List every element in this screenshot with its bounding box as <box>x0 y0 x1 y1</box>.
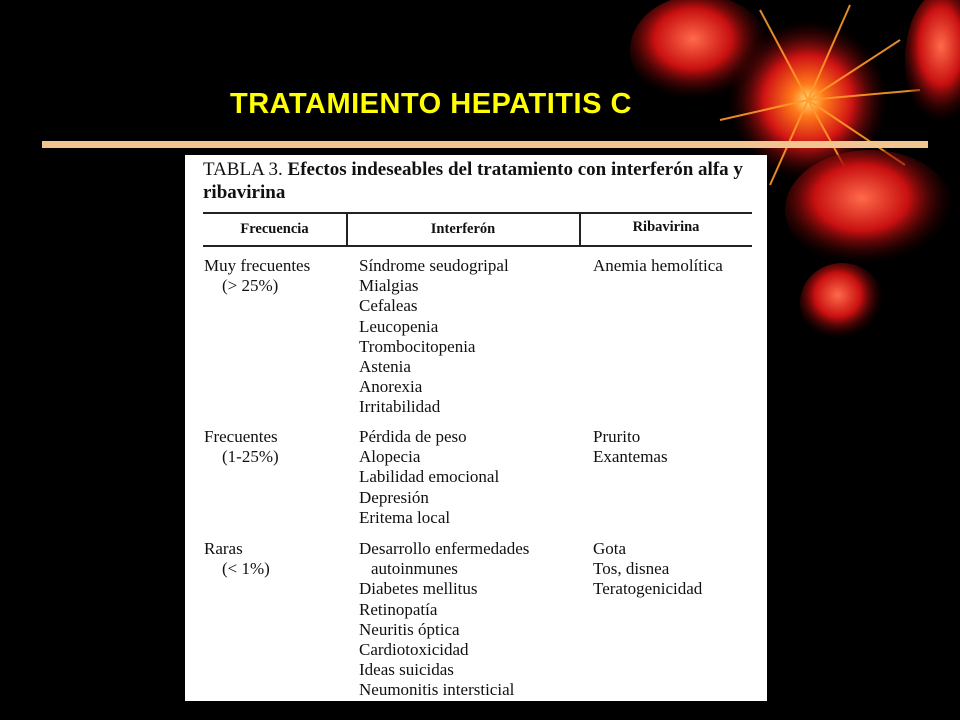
frequency-range: (1-25%) <box>222 447 279 466</box>
list-item: Trombocitopenia <box>359 336 476 356</box>
orb-mid-right <box>785 150 955 270</box>
list-item: Teratogenicidad <box>593 579 703 599</box>
frequency-name: Raras <box>204 539 243 558</box>
list-item: Leucopenia <box>359 316 439 336</box>
list-item: Labilidad emocional <box>359 467 500 487</box>
list-item: Astenia <box>359 357 411 377</box>
list-item: Anorexia <box>359 377 423 397</box>
ribavirina-effects <box>593 427 668 467</box>
list-item: Exantemas <box>593 447 668 467</box>
interferon-effects <box>359 539 529 701</box>
interferon-effects <box>359 427 499 528</box>
header-top-rule <box>203 212 752 214</box>
table-caption-tag: TABLA 3. <box>203 159 283 180</box>
frequency-range: (< 1%) <box>222 559 270 578</box>
header-bottom-rule <box>203 245 752 247</box>
column-header-interferon: Interferón <box>430 221 496 237</box>
frequency-label <box>204 256 310 296</box>
list-item: Irritabilidad <box>359 397 441 417</box>
list-item: Cardiotoxicidad <box>359 640 469 660</box>
list-item: Anemia hemolítica <box>593 256 723 275</box>
adverse-effects-table <box>185 155 767 701</box>
column-header-frecuencia: Frecuencia <box>240 221 309 237</box>
frequency-name: Frecuentes <box>204 427 278 446</box>
frequency-range: (> 25%) <box>222 276 279 295</box>
list-item: Eritema local <box>359 507 451 527</box>
list-item: Neumonitis intersticial <box>359 680 515 700</box>
title-underline <box>42 141 928 148</box>
list-item: Depresión <box>359 487 429 507</box>
list-item: Prurito <box>593 427 641 446</box>
ribavirina-effects <box>593 256 723 276</box>
list-item: Retinopatía <box>359 599 438 619</box>
list-item: Alopecia <box>359 447 421 467</box>
orb-lower-right <box>800 263 884 343</box>
list-item: Mialgias <box>359 276 419 296</box>
list-item: Gota <box>593 539 627 558</box>
table-caption-text: Efectos indeseables del tratamiento con interferón alfa y ribavirina <box>203 159 743 203</box>
list-item: Tos, disnea <box>593 559 670 579</box>
list-item: Ideas suicidas <box>359 660 454 680</box>
ribavirina-effects <box>593 539 702 600</box>
list-item: Desarrollo enfermedades <box>359 539 530 558</box>
orb-right-edge <box>905 0 960 130</box>
interferon-effects <box>359 256 509 418</box>
frequency-name: Muy frecuentes <box>204 256 311 275</box>
table-caption <box>203 158 758 204</box>
list-item: Síndrome seudogripal <box>359 256 509 275</box>
list-item: Neuritis óptica <box>359 619 460 639</box>
list-item: Diabetes mellitus <box>359 579 478 599</box>
column-header-ribavirina: Ribavirina <box>632 219 700 235</box>
frequency-label <box>204 427 279 467</box>
list-item: Cefaleas <box>359 296 418 316</box>
slide-title: TRATAMIENTO HEPATITIS C <box>230 88 632 120</box>
frequency-label <box>204 539 270 579</box>
list-item: autoinmunes <box>371 559 458 579</box>
list-item: Pérdida de peso <box>359 427 467 446</box>
